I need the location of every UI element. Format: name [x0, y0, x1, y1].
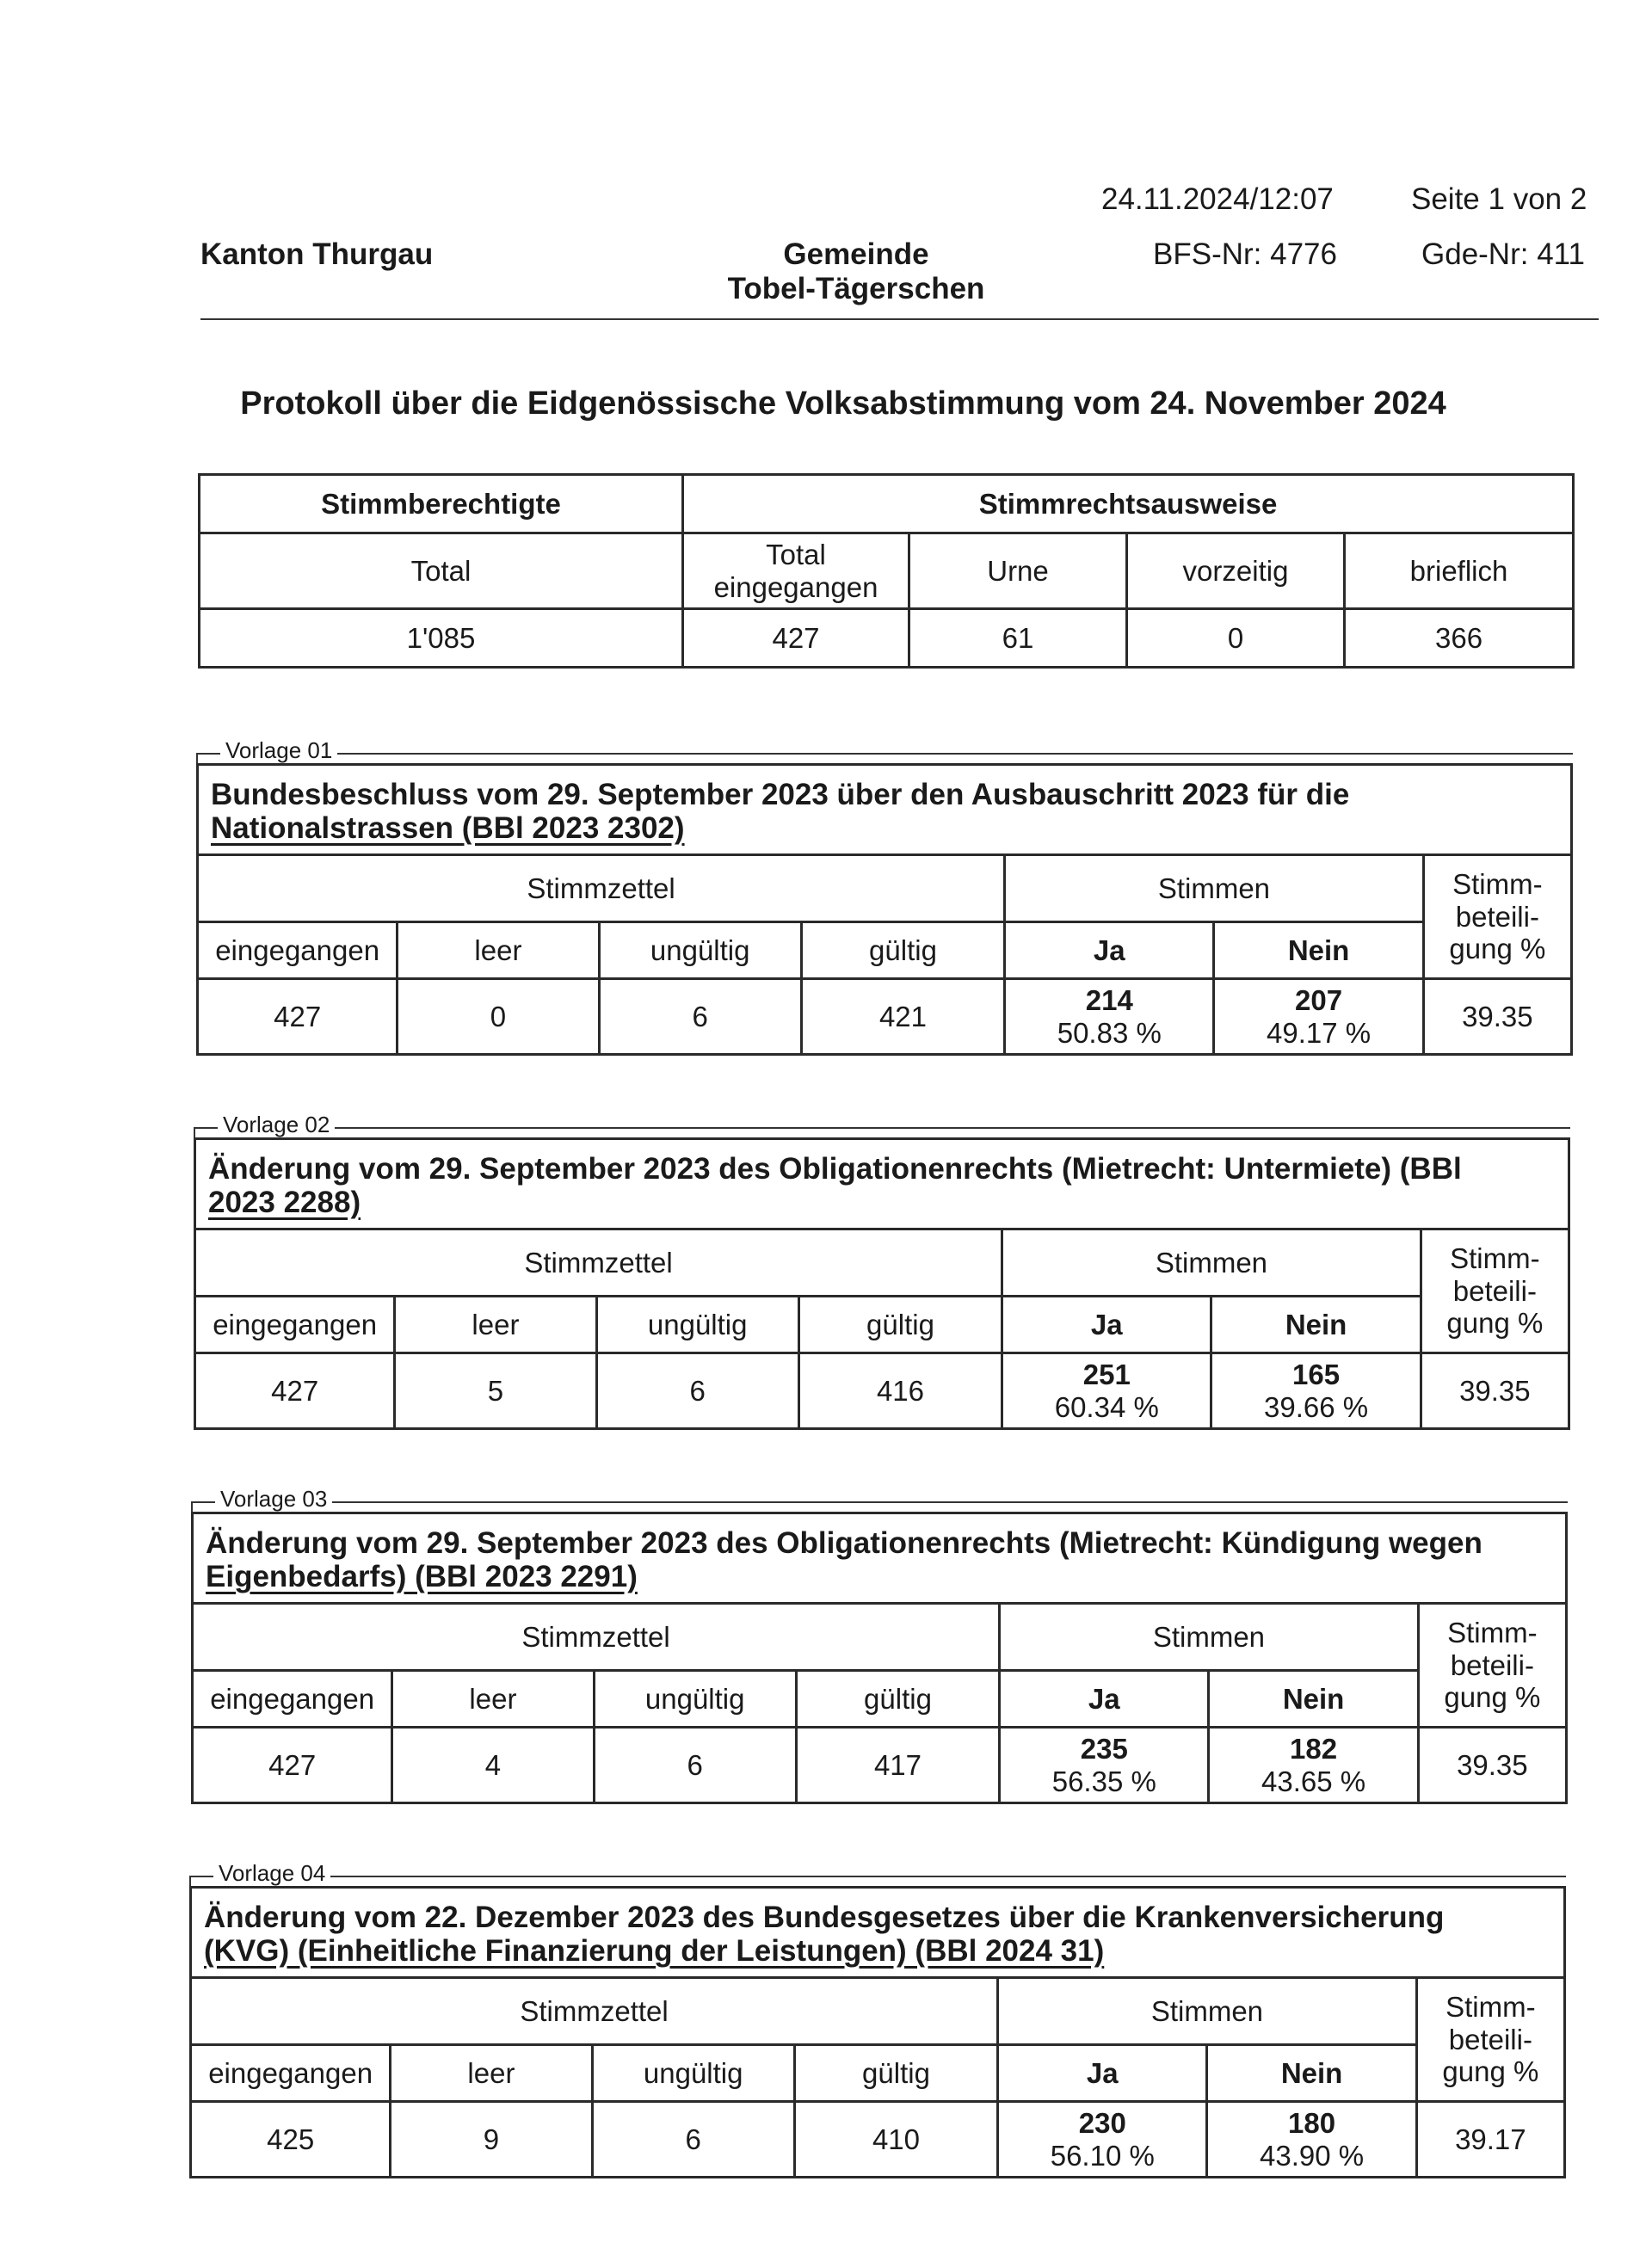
summary-sub-brieflich: brieflich — [1345, 533, 1574, 609]
header-gde-number: Gde-Nr: 411 — [1421, 237, 1585, 271]
vorlage-section-4 — [189, 1850, 1566, 2185]
vorlage-section-3 — [191, 1476, 1568, 1811]
header-stimmbeteiligung-line3: gung % — [1449, 933, 1546, 965]
header-rule — [200, 318, 1599, 320]
vorlage-results-table — [196, 853, 1573, 1056]
header-gueltig: gültig — [796, 1671, 999, 1728]
vorlage-legend: Vorlage 02 — [218, 1112, 335, 1138]
summary-val-brieflich: 366 — [1345, 609, 1574, 668]
value-nein-percent: 43.90 % — [1260, 2139, 1365, 2172]
header-gueltig: gültig — [798, 1297, 1002, 1353]
header-stimmzettel: Stimmzettel — [198, 855, 1005, 922]
value-ja — [1000, 1728, 1209, 1803]
value-leer: 0 — [398, 979, 599, 1055]
header-stimmbeteiligung-line2: beteili- — [1450, 1648, 1534, 1681]
value-ungueltig: 6 — [599, 979, 801, 1055]
value-ja-count: 230 — [1078, 2106, 1126, 2139]
value-leer: 9 — [391, 2102, 592, 2178]
header-stimmbeteiligung-line2: beteili- — [1455, 900, 1539, 933]
header-leer: leer — [391, 2045, 592, 2102]
vorlage-title-line1: Änderung vom 29. September 2023 des Obligationenrechts (Mietrecht: Kündigung wegen — [206, 1526, 1482, 1560]
summary-header-stimmrechtsausweise: Stimmrechtsausweise — [683, 475, 1574, 533]
header-leer: leer — [395, 1297, 596, 1353]
header-stimmbeteiligung-line3: gung % — [1446, 1307, 1544, 1340]
vorlage-title-line2: (KVG) (Einheitliche Finanzierung der Leistungen) (BBl 2024 31) — [204, 1934, 1105, 1968]
value-stimmbeteiligung: 39.35 — [1423, 979, 1571, 1055]
value-ungueltig: 6 — [596, 1353, 798, 1429]
header-stimmzettel: Stimmzettel — [193, 1604, 1000, 1671]
value-ja-percent: 56.10 % — [1050, 2139, 1155, 2172]
summary-val-total: 1'085 — [200, 609, 683, 668]
header-ungueltig: ungültig — [596, 1297, 798, 1353]
value-nein — [1209, 1728, 1418, 1803]
summary-val-eingegangen: 427 — [683, 609, 909, 668]
header-datetime: 24.11.2024/12:07 — [1101, 182, 1334, 216]
header-nein: Nein — [1207, 2045, 1416, 2102]
summary-table — [198, 473, 1575, 669]
header-canton: Kanton Thurgau — [200, 237, 434, 271]
header-ungueltig: ungültig — [594, 1671, 796, 1728]
header-stimmbeteiligung-line1: Stimm- — [1447, 1616, 1538, 1648]
summary-val-vorzeitig: 0 — [1127, 609, 1345, 668]
header-leer: leer — [398, 922, 599, 979]
vorlage-title-line2: Eigenbedarfs) (BBl 2023 2291) — [206, 1560, 638, 1593]
value-gueltig: 410 — [794, 2102, 997, 2178]
header-stimmbeteiligung-line1: Stimm- — [1452, 867, 1543, 900]
value-eingegangen: 427 — [198, 979, 398, 1055]
vorlage-legend: Vorlage 03 — [215, 1486, 332, 1513]
header-municipality — [680, 237, 1032, 306]
header-stimmen: Stimmen — [1005, 855, 1424, 922]
header-nein: Nein — [1214, 922, 1423, 979]
value-gueltig: 417 — [796, 1728, 999, 1803]
vorlage-section-1 — [196, 727, 1573, 1063]
legend-rule — [194, 1127, 1570, 1129]
vorlage-title — [194, 1137, 1570, 1230]
vorlage-results-table — [189, 1976, 1566, 2178]
legend-rule — [189, 1876, 1566, 1877]
value-nein-count: 207 — [1295, 983, 1343, 1016]
value-ja-percent: 50.83 % — [1057, 1016, 1162, 1049]
vorlage-legend: Vorlage 01 — [220, 737, 337, 764]
value-ja-count: 235 — [1080, 1732, 1128, 1765]
value-leer: 5 — [395, 1353, 596, 1429]
vorlage-results-table — [194, 1228, 1570, 1430]
header-ja: Ja — [998, 2045, 1207, 2102]
header-stimmbeteiligung-line1: Stimm- — [1446, 1990, 1536, 2023]
vorlage-title — [189, 1886, 1566, 1979]
value-ja-count: 251 — [1082, 1358, 1131, 1390]
header-municipality-line2: Tobel-Tägerschen — [727, 272, 985, 305]
value-ja — [1002, 1353, 1211, 1429]
page-title: Protokoll über die Eidgenössische Volksabstimmung vom 24. November 2024 — [240, 385, 1446, 422]
header-ja: Ja — [1005, 922, 1214, 979]
value-gueltig: 421 — [801, 979, 1004, 1055]
value-nein-percent: 43.65 % — [1261, 1765, 1366, 1797]
vorlage-title-line2: 2023 2288) — [208, 1186, 361, 1219]
header-ja: Ja — [1000, 1671, 1209, 1728]
summary-sub-total-eingegangen-line2: eingegangen — [713, 570, 878, 603]
header-municipality-line1: Gemeinde — [783, 237, 929, 271]
header-stimmbeteiligung — [1416, 1978, 1564, 2102]
value-nein — [1207, 2102, 1416, 2178]
header-eingegangen: eingegangen — [193, 1671, 392, 1728]
header-stimmbeteiligung-line3: gung % — [1442, 2055, 1539, 2088]
vorlage-title-line1: Änderung vom 29. September 2023 des Obligationenrechts (Mietrecht: Untermiete) (BBl — [208, 1152, 1462, 1186]
summary-sub-total-eingegangen-line1: Total — [766, 538, 826, 570]
vorlage-title-line1: Bundesbeschluss vom 29. September 2023 über den Ausbauschritt 2023 für die — [211, 778, 1350, 811]
header-stimmbeteiligung-line2: beteili- — [1452, 1274, 1537, 1307]
summary-sub-total-eingegangen — [683, 533, 909, 609]
vorlage-title-line2: Nationalstrassen (BBl 2023 2302) — [211, 811, 685, 845]
header-eingegangen: eingegangen — [195, 1297, 395, 1353]
header-stimmzettel: Stimmzettel — [195, 1229, 1002, 1297]
header-stimmbeteiligung-line2: beteili- — [1448, 2023, 1532, 2055]
legend-rule — [196, 753, 1573, 755]
vorlage-legend: Vorlage 04 — [213, 1860, 330, 1887]
header-eingegangen: eingegangen — [191, 2045, 391, 2102]
summary-sub-vorzeitig: vorzeitig — [1127, 533, 1345, 609]
header-eingegangen: eingegangen — [198, 922, 398, 979]
value-nein-count: 180 — [1288, 2106, 1336, 2139]
value-eingegangen: 427 — [193, 1728, 392, 1803]
value-ungueltig: 6 — [592, 2102, 794, 2178]
vorlage-title — [191, 1512, 1568, 1605]
value-stimmbeteiligung: 39.35 — [1418, 1728, 1566, 1803]
summary-sub-urne: Urne — [909, 533, 1127, 609]
value-stimmbeteiligung: 39.17 — [1416, 2102, 1564, 2178]
header-ungueltig: ungültig — [599, 922, 801, 979]
header-stimmen: Stimmen — [1002, 1229, 1421, 1297]
header-gueltig: gültig — [801, 922, 1004, 979]
value-ja — [1005, 979, 1214, 1055]
value-nein-count: 182 — [1290, 1732, 1338, 1765]
value-gueltig: 416 — [798, 1353, 1002, 1429]
header-ungueltig: ungültig — [592, 2045, 794, 2102]
value-ja — [998, 2102, 1207, 2178]
value-eingegangen: 425 — [191, 2102, 391, 2178]
value-stimmbeteiligung: 39.35 — [1421, 1353, 1569, 1429]
header-gueltig: gültig — [794, 2045, 997, 2102]
header-leer: leer — [392, 1671, 594, 1728]
summary-val-urne: 61 — [909, 609, 1127, 668]
value-ja-count: 214 — [1085, 983, 1133, 1016]
value-nein — [1214, 979, 1423, 1055]
header-ja: Ja — [1002, 1297, 1211, 1353]
header-nein: Nein — [1211, 1297, 1421, 1353]
vorlage-results-table — [191, 1602, 1568, 1804]
header-stimmbeteiligung-line3: gung % — [1444, 1681, 1541, 1714]
vorlage-section-2 — [194, 1101, 1570, 1437]
value-nein — [1211, 1353, 1421, 1429]
header-stimmen: Stimmen — [998, 1978, 1417, 2045]
header-stimmbeteiligung — [1421, 1229, 1569, 1353]
summary-sub-total: Total — [200, 533, 683, 609]
value-ungueltig: 6 — [594, 1728, 796, 1803]
header-bfs-number: BFS-Nr: 4776 — [1153, 237, 1337, 271]
value-eingegangen: 427 — [195, 1353, 395, 1429]
header-stimmbeteiligung — [1418, 1604, 1566, 1728]
value-ja-percent: 56.35 % — [1051, 1765, 1156, 1797]
header-stimmbeteiligung-line1: Stimm- — [1450, 1242, 1540, 1274]
vorlage-title-line1: Änderung vom 22. Dezember 2023 des Bundesgesetzes über die Krankenversicherung — [204, 1901, 1445, 1934]
value-nein-percent: 49.17 % — [1267, 1016, 1372, 1049]
summary-header-stimmberechtigte: Stimmberechtigte — [200, 475, 683, 533]
header-page-number: Seite 1 von 2 — [1411, 182, 1587, 216]
value-nein-percent: 39.66 % — [1264, 1390, 1369, 1423]
legend-rule — [191, 1501, 1568, 1503]
header-nein: Nein — [1209, 1671, 1418, 1728]
header-stimmbeteiligung — [1423, 855, 1571, 979]
header-stimmen: Stimmen — [1000, 1604, 1419, 1671]
value-leer: 4 — [392, 1728, 594, 1803]
value-nein-count: 165 — [1292, 1358, 1341, 1390]
header-stimmzettel: Stimmzettel — [191, 1978, 998, 2045]
value-ja-percent: 60.34 % — [1054, 1390, 1159, 1423]
vorlage-title — [196, 763, 1573, 856]
